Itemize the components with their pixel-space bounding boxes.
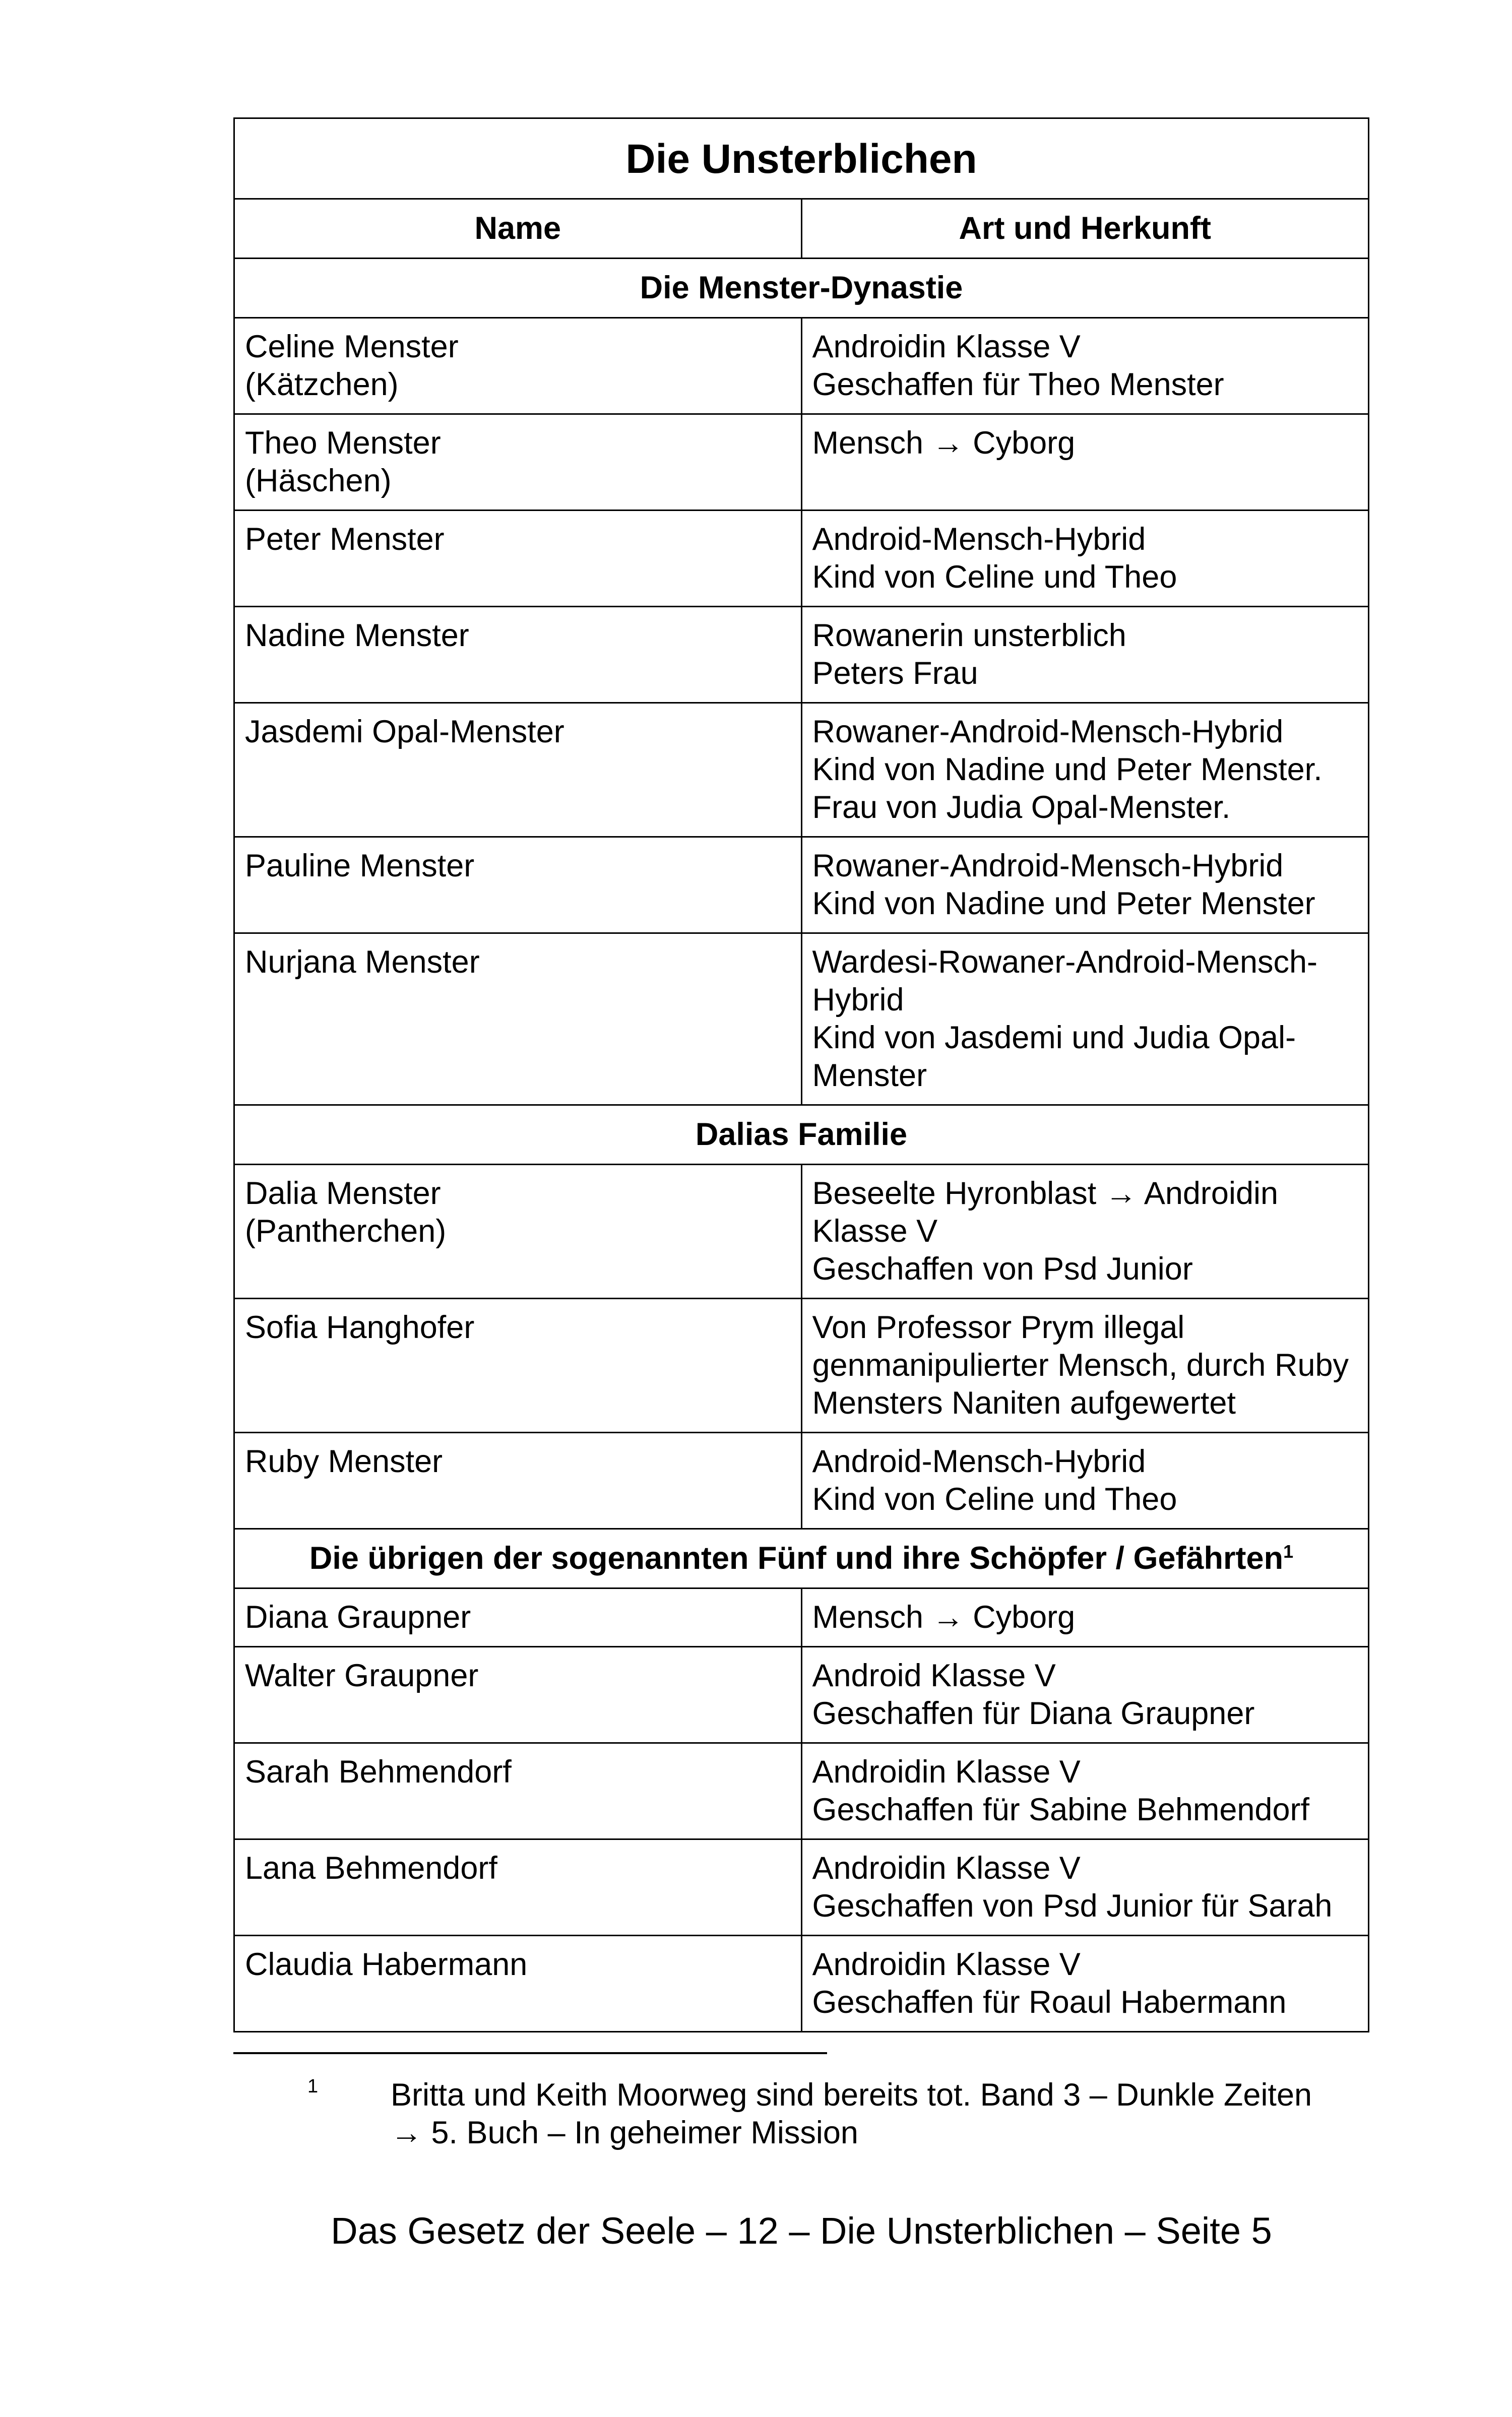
section-heading-text: Die übrigen der sogenannten Fünf und ihre Schöpfer / Gefährten: [309, 1541, 1284, 1576]
character-name: Lana Behmendorf: [234, 1839, 802, 1936]
table-row: [234, 1839, 1369, 1936]
table-row: [234, 703, 1369, 837]
table-title: Die Unsterblichen: [234, 118, 1369, 199]
table-title-row: [234, 118, 1369, 199]
section-heading: [234, 1529, 1369, 1588]
section-heading-row: [234, 259, 1369, 318]
column-header-origin: Art und Herkunft: [801, 199, 1369, 259]
character-origin: Android-Mensch-Hybrid Kind von Celine und Theo: [801, 1433, 1369, 1529]
character-origin: Rowaner-Android-Mensch-Hybrid Kind von Nadine und Peter Menster. Frau von Judia Opal-Menster.: [801, 703, 1369, 837]
character-origin: Rowanerin unsterblich Peters Frau: [801, 607, 1369, 703]
character-name: Dalia Menster (Pantherchen): [234, 1165, 802, 1299]
footnote-divider: [233, 2052, 827, 2054]
section-heading-text: Dalias Familie: [695, 1117, 908, 1152]
table-row: [234, 607, 1369, 703]
section-heading: [234, 1105, 1369, 1165]
table-row: [234, 933, 1369, 1105]
character-origin: Mensch → Cyborg: [801, 414, 1369, 511]
table-row: [234, 1647, 1369, 1743]
character-origin: Wardesi-Rowaner-Android-Mensch-Hybrid Kind von Jasdemi und Judia Opal-Menster: [801, 933, 1369, 1105]
table-row: [234, 837, 1369, 933]
character-origin: Android Klasse V Geschaffen für Diana Graupner: [801, 1647, 1369, 1743]
character-origin: Rowaner-Android-Mensch-Hybrid Kind von Nadine und Peter Menster: [801, 837, 1369, 933]
character-name: Ruby Menster: [234, 1433, 802, 1529]
character-name: Theo Menster (Häschen): [234, 414, 802, 511]
table-row: [234, 1299, 1369, 1433]
character-name: Sofia Hanghofer: [234, 1299, 802, 1433]
table-row: [234, 318, 1369, 414]
section-heading-row: [234, 1105, 1369, 1165]
character-origin: Mensch → Cyborg: [801, 1588, 1369, 1647]
table-row: [234, 1165, 1369, 1299]
section-heading: [234, 259, 1369, 318]
page-footer: Das Gesetz der Seele – 12 – Die Unsterblichen – Seite 5: [331, 2210, 1272, 2252]
character-name: Pauline Menster: [234, 837, 802, 933]
character-name: Sarah Behmendorf: [234, 1743, 802, 1839]
table-row: [234, 1588, 1369, 1647]
table-header-row: [234, 199, 1369, 259]
column-header-name: Name: [234, 199, 802, 259]
footnote-number: 1: [307, 2076, 319, 2097]
character-origin: Androidin Klasse V Geschaffen von Psd Junior für Sarah: [801, 1839, 1369, 1936]
character-origin: Androidin Klasse V Geschaffen für Theo Menster: [801, 318, 1369, 414]
character-name: Walter Graupner: [234, 1647, 802, 1743]
table-row: [234, 1433, 1369, 1529]
footnote-reference: 1: [1283, 1541, 1294, 1562]
character-origin: Androidin Klasse V Geschaffen für Roaul Habermann: [801, 1936, 1369, 2032]
table-row: [234, 511, 1369, 607]
character-origin: Android-Mensch-Hybrid Kind von Celine und Theo: [801, 511, 1369, 607]
character-origin: Beseelte Hyronblast → Androidin Klasse V Geschaffen von Psd Junior: [801, 1165, 1369, 1299]
character-name: Celine Menster (Kätzchen): [234, 318, 802, 414]
character-name: Jasdemi Opal-Menster: [234, 703, 802, 837]
section-heading-row: [234, 1529, 1369, 1588]
character-name: Diana Graupner: [234, 1588, 802, 1647]
character-origin: Androidin Klasse V Geschaffen für Sabine Behmendorf: [801, 1743, 1369, 1839]
character-name: Peter Menster: [234, 511, 802, 607]
character-name: Claudia Habermann: [234, 1936, 802, 2032]
characters-table: [233, 117, 1369, 2032]
table-row: [234, 414, 1369, 511]
character-origin: Von Professor Prym illegal genmanipulierter Mensch, durch Ruby Mensters Naniten aufgewertet: [801, 1299, 1369, 1433]
footnote-text: Britta und Keith Moorweg sind bereits tot. Band 3 – Dunkle Zeiten → 5. Buch – In geheimer Mission: [391, 2077, 1312, 2150]
section-heading-text: Die Menster-Dynastie: [640, 270, 963, 305]
table-row: [234, 1743, 1369, 1839]
character-name: Nadine Menster: [234, 607, 802, 703]
character-name: Nurjana Menster: [234, 933, 802, 1105]
table-row: [234, 1936, 1369, 2032]
